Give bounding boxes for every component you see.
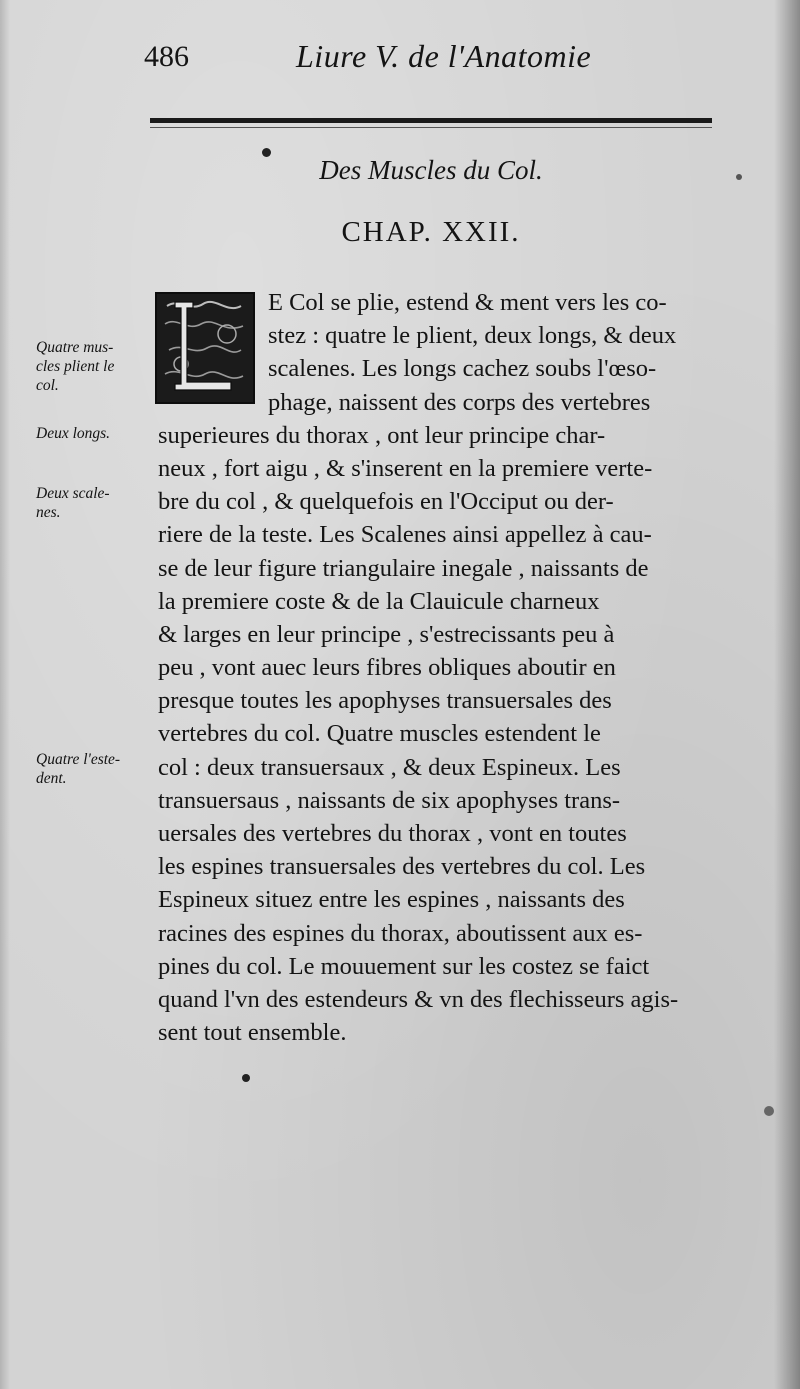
body-line: stez : quatre le plient, deux longs, & deux — [268, 322, 677, 350]
margin-note — [36, 750, 156, 788]
margin-note-line: Quatre mus- — [36, 339, 114, 356]
margin-note-line: col. — [36, 377, 59, 394]
chapter-heading: CHAP. XXII. — [341, 216, 521, 248]
body-line: vertebres du col. Quatre muscles estendent le — [158, 720, 601, 748]
body-line: bre du col , & quelquefois en l'Occiput ou der- — [158, 488, 614, 516]
ink-spot — [736, 174, 742, 180]
body-line: racines des espines du thorax, aboutissent aux es- — [158, 919, 643, 947]
margin-note-line: cles plient le — [36, 358, 115, 375]
body-line: E Col se plie, estend & ment vers les co- — [268, 289, 667, 316]
margin-notes — [0, 0, 160, 1389]
body-line: pines du col. Le mouuement sur les costez se faict — [158, 952, 650, 980]
margin-note-line: dent. — [36, 770, 67, 787]
body-line: riere de la teste. Les Scalenes ainsi appellez à cau- — [158, 521, 652, 549]
margin-note — [36, 338, 156, 395]
body-line: presque toutes les apophyses transuersales des — [158, 687, 612, 715]
body-line: sent tout ensemble. — [158, 1019, 347, 1047]
body-line: uersales des vertebres du thorax , vont en toutes — [158, 820, 627, 847]
running-head — [140, 30, 720, 90]
running-title: Liure V. de l'Anatomie — [296, 38, 592, 74]
ink-spot — [764, 1106, 774, 1116]
body-line: les espines transuersales des vertebres du col. Les — [158, 853, 646, 881]
margin-note — [36, 424, 156, 443]
body-line: la premiere coste & de la Clauicule charneux — [158, 587, 600, 615]
ink-spot — [242, 1074, 250, 1082]
chapter-subject: Des Muscles du Col. — [319, 155, 543, 185]
body-line: peu , vont auec leurs fibres obliques aboutir en — [158, 654, 616, 682]
body-line: scalenes. Les longs cachez soubs l'œso- — [268, 355, 657, 383]
body-line: neux , fort aigu , & s'inserent en la premiere verte- — [158, 454, 653, 482]
header-rule — [150, 118, 712, 123]
body-line: & larges en leur principe , s'estrecissants peu à — [158, 620, 615, 648]
chapter-body-text — [158, 286, 728, 1049]
margin-note-line: Deux longs. — [36, 425, 111, 442]
body-line: quand l'vn des estendeurs & vn des flechisseurs agis- — [158, 985, 679, 1013]
margin-note-line: Quatre l'este- — [36, 751, 121, 768]
body-line: se de leur figure triangulaire inegale , naissants de — [158, 554, 649, 582]
body-line: Espineux situez entre les espines , naissants des — [158, 886, 625, 914]
body-line: phage, naissent des corps des vertebres — [268, 388, 651, 416]
body-line: col : deux transuersaux , & deux Espineux. Les — [158, 753, 621, 781]
margin-note-line: Deux scale- — [36, 485, 110, 502]
body-line: superieures du thorax , ont leur principe char- — [158, 421, 606, 449]
margin-note-line: nes. — [36, 504, 61, 521]
body-line: transuersaus , naissants de six apophyses trans- — [158, 786, 621, 814]
margin-note — [36, 484, 156, 522]
page-number: 486 — [144, 40, 189, 73]
page-shadow-right — [774, 0, 800, 1389]
header-rule-thin — [150, 127, 712, 128]
ink-spot — [262, 148, 271, 157]
